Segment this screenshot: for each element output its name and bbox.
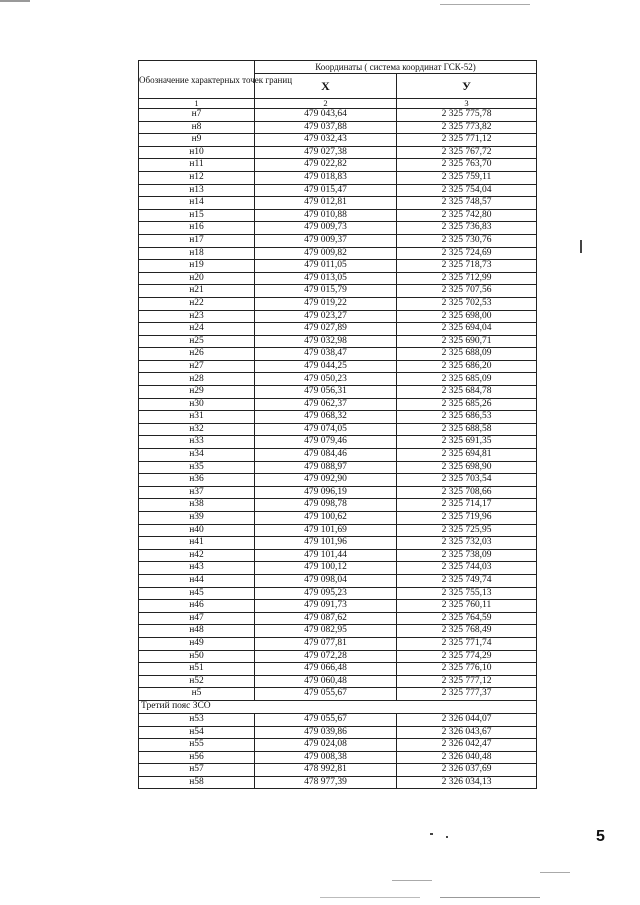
- point-name-cell: н28: [139, 373, 255, 386]
- y-coordinate-cell: 2 326 034,13: [397, 776, 537, 789]
- point-name-cell: н24: [139, 323, 255, 336]
- table-row: [139, 764, 537, 777]
- x-coordinate-cell: 479 009,73: [255, 222, 397, 235]
- x-coordinate-cell: 479 027,38: [255, 146, 397, 159]
- main-rows: [139, 109, 537, 701]
- y-coordinate-cell: 2 325 703,54: [397, 474, 537, 487]
- table-row: [139, 637, 537, 650]
- x-coordinate-cell: 479 008,38: [255, 751, 397, 764]
- table-row: [139, 171, 537, 184]
- x-coordinate-cell: 479 100,12: [255, 562, 397, 575]
- x-coordinate-cell: 479 077,81: [255, 637, 397, 650]
- x-coordinate-cell: 479 009,37: [255, 234, 397, 247]
- y-coordinate-cell: 2 325 755,13: [397, 587, 537, 600]
- table-row: [139, 234, 537, 247]
- y-coordinate-cell: 2 325 738,09: [397, 549, 537, 562]
- point-name-cell: н51: [139, 663, 255, 676]
- table-row: [139, 222, 537, 235]
- x-coordinate-cell: 479 068,32: [255, 411, 397, 424]
- point-name-cell: н57: [139, 764, 255, 777]
- y-coordinate-cell: 2 325 749,74: [397, 574, 537, 587]
- table-row: [139, 663, 537, 676]
- point-name-cell: н44: [139, 574, 255, 587]
- table-row: [139, 625, 537, 638]
- table-row: [139, 323, 537, 336]
- scan-mark: [440, 4, 530, 5]
- x-coordinate-cell: 479 044,25: [255, 360, 397, 373]
- y-column-header: У: [397, 74, 537, 99]
- column-number-row: [139, 99, 537, 109]
- column-number: 1: [139, 99, 255, 109]
- x-coordinate-cell: 479 072,28: [255, 650, 397, 663]
- table-row: [139, 512, 537, 525]
- y-coordinate-cell: 2 326 043,67: [397, 726, 537, 739]
- y-coordinate-cell: 2 325 690,71: [397, 335, 537, 348]
- point-name-cell: н34: [139, 449, 255, 462]
- table-row: [139, 335, 537, 348]
- column-number: 2: [255, 99, 397, 109]
- table-row: [139, 751, 537, 764]
- table-row: [139, 650, 537, 663]
- y-coordinate-cell: 2 325 714,17: [397, 499, 537, 512]
- point-name-cell: н19: [139, 260, 255, 273]
- x-coordinate-cell: 479 098,78: [255, 499, 397, 512]
- table-row: [139, 197, 537, 210]
- table-row: [139, 549, 537, 562]
- table-row: [139, 562, 537, 575]
- table-row: [139, 423, 537, 436]
- x-coordinate-cell: 479 011,05: [255, 260, 397, 273]
- y-coordinate-cell: 2 325 685,09: [397, 373, 537, 386]
- point-name-cell: н30: [139, 398, 255, 411]
- table-row: [139, 537, 537, 550]
- table-row: [139, 297, 537, 310]
- point-name-cell: н17: [139, 234, 255, 247]
- table-row: [139, 386, 537, 399]
- x-coordinate-cell: 479 038,47: [255, 348, 397, 361]
- y-coordinate-cell: 2 325 774,29: [397, 650, 537, 663]
- point-name-cell: н36: [139, 474, 255, 487]
- table-row: [139, 776, 537, 789]
- y-coordinate-cell: 2 325 764,59: [397, 612, 537, 625]
- table-row: [139, 260, 537, 273]
- y-coordinate-cell: 2 325 748,57: [397, 197, 537, 210]
- y-coordinate-cell: 2 326 037,69: [397, 764, 537, 777]
- y-coordinate-cell: 2 325 698,90: [397, 461, 537, 474]
- table-row: [139, 159, 537, 172]
- point-name-cell: н15: [139, 209, 255, 222]
- point-name-cell: н9: [139, 134, 255, 147]
- y-coordinate-cell: 2 325 684,78: [397, 386, 537, 399]
- point-name-cell: н55: [139, 739, 255, 752]
- x-coordinate-cell: 479 074,05: [255, 423, 397, 436]
- x-coordinate-cell: 479 024,08: [255, 739, 397, 752]
- table-row: [139, 436, 537, 449]
- table-row: [139, 398, 537, 411]
- x-coordinate-cell: 479 012,81: [255, 197, 397, 210]
- point-name-cell: н14: [139, 197, 255, 210]
- x-coordinate-cell: 479 032,98: [255, 335, 397, 348]
- scan-mark: [392, 880, 432, 881]
- point-name-cell: н58: [139, 776, 255, 789]
- y-coordinate-cell: 2 325 730,76: [397, 234, 537, 247]
- scan-mark: [540, 872, 570, 873]
- y-coordinate-cell: 2 325 763,70: [397, 159, 537, 172]
- x-coordinate-cell: 479 027,89: [255, 323, 397, 336]
- x-coordinate-cell: 478 977,39: [255, 776, 397, 789]
- x-coordinate-cell: 479 095,23: [255, 587, 397, 600]
- x-coordinate-cell: 479 079,46: [255, 436, 397, 449]
- scan-mark: [320, 897, 420, 898]
- point-name-cell: н37: [139, 486, 255, 499]
- section-title: Третий пояс ЗСО: [139, 700, 537, 713]
- x-coordinate-cell: 479 010,88: [255, 209, 397, 222]
- x-coordinate-cell: 479 101,69: [255, 524, 397, 537]
- x-coordinate-cell: 479 055,67: [255, 713, 397, 726]
- table-row: [139, 688, 537, 701]
- y-coordinate-cell: 2 325 725,95: [397, 524, 537, 537]
- point-name-cell: н27: [139, 360, 255, 373]
- point-name-cell: н38: [139, 499, 255, 512]
- point-name-cell: н45: [139, 587, 255, 600]
- point-name-cell: н29: [139, 386, 255, 399]
- point-name-cell: н10: [139, 146, 255, 159]
- y-coordinate-cell: 2 325 736,83: [397, 222, 537, 235]
- table-row: [139, 574, 537, 587]
- point-name-cell: н13: [139, 184, 255, 197]
- x-coordinate-cell: 479 084,46: [255, 449, 397, 462]
- y-coordinate-cell: 2 325 760,11: [397, 600, 537, 613]
- point-name-cell: н39: [139, 512, 255, 525]
- table-row: [139, 600, 537, 613]
- y-coordinate-cell: 2 325 773,82: [397, 121, 537, 134]
- x-coordinate-cell: 479 087,62: [255, 612, 397, 625]
- x-coordinate-cell: 479 055,67: [255, 688, 397, 701]
- table-row: [139, 247, 537, 260]
- x-coordinate-cell: 479 060,48: [255, 675, 397, 688]
- point-name-cell: н56: [139, 751, 255, 764]
- x-coordinate-cell: 479 066,48: [255, 663, 397, 676]
- table-row: [139, 726, 537, 739]
- y-coordinate-cell: 2 325 775,78: [397, 109, 537, 122]
- x-coordinate-cell: 479 088,97: [255, 461, 397, 474]
- x-coordinate-cell: 479 019,22: [255, 297, 397, 310]
- scan-mark: [446, 836, 448, 838]
- y-coordinate-cell: 2 325 685,26: [397, 398, 537, 411]
- y-coordinate-cell: 2 325 777,37: [397, 688, 537, 701]
- point-name-cell: н53: [139, 713, 255, 726]
- y-coordinate-cell: 2 325 698,00: [397, 310, 537, 323]
- point-name-cell: н8: [139, 121, 255, 134]
- table-row: [139, 739, 537, 752]
- y-coordinate-cell: 2 325 702,53: [397, 297, 537, 310]
- point-name-cell: н52: [139, 675, 255, 688]
- point-name-cell: н12: [139, 171, 255, 184]
- x-coordinate-cell: 479 101,44: [255, 549, 397, 562]
- y-coordinate-cell: 2 325 771,74: [397, 637, 537, 650]
- x-coordinate-cell: 479 015,79: [255, 285, 397, 298]
- x-coordinate-cell: 479 098,04: [255, 574, 397, 587]
- point-name-cell: н54: [139, 726, 255, 739]
- table-row: [139, 285, 537, 298]
- table-row: [139, 499, 537, 512]
- x-column-header: X: [255, 74, 397, 99]
- point-name-cell: н42: [139, 549, 255, 562]
- y-coordinate-cell: 2 325 719,96: [397, 512, 537, 525]
- y-coordinate-cell: 2 325 724,69: [397, 247, 537, 260]
- point-name-cell: н23: [139, 310, 255, 323]
- point-name-cell: н21: [139, 285, 255, 298]
- coordinates-group-header: Координаты ( система координат ГСК-52): [255, 61, 537, 74]
- table-row: [139, 360, 537, 373]
- x-coordinate-cell: 479 013,05: [255, 272, 397, 285]
- table-row: [139, 146, 537, 159]
- table-row: [139, 348, 537, 361]
- y-coordinate-cell: 2 325 742,80: [397, 209, 537, 222]
- y-coordinate-cell: 2 325 771,12: [397, 134, 537, 147]
- x-coordinate-cell: 479 023,27: [255, 310, 397, 323]
- y-coordinate-cell: 2 325 777,12: [397, 675, 537, 688]
- y-coordinate-cell: 2 325 744,03: [397, 562, 537, 575]
- point-name-cell: н32: [139, 423, 255, 436]
- x-coordinate-cell: 479 018,83: [255, 171, 397, 184]
- scan-mark: [580, 240, 582, 253]
- point-name-cell: н49: [139, 637, 255, 650]
- y-coordinate-cell: 2 325 768,49: [397, 625, 537, 638]
- point-name-cell: н7: [139, 109, 255, 122]
- point-name-cell: н47: [139, 612, 255, 625]
- table-row: [139, 675, 537, 688]
- x-coordinate-cell: 479 096,19: [255, 486, 397, 499]
- x-coordinate-cell: 479 101,96: [255, 537, 397, 550]
- point-name-cell: н18: [139, 247, 255, 260]
- point-name-cell: н5: [139, 688, 255, 701]
- x-coordinate-cell: 479 056,31: [255, 386, 397, 399]
- y-coordinate-cell: 2 325 694,04: [397, 323, 537, 336]
- x-coordinate-cell: 479 043,64: [255, 109, 397, 122]
- x-coordinate-cell: 479 015,47: [255, 184, 397, 197]
- point-name-cell: н22: [139, 297, 255, 310]
- section-rows: [139, 713, 537, 789]
- point-designation-header: Обозначение характерных точек границ: [139, 61, 255, 99]
- point-name-cell: н20: [139, 272, 255, 285]
- x-coordinate-cell: 479 039,86: [255, 726, 397, 739]
- x-coordinate-cell: 479 100,62: [255, 512, 397, 525]
- scan-mark: [440, 897, 540, 898]
- point-name-cell: н31: [139, 411, 255, 424]
- y-coordinate-cell: 2 325 767,72: [397, 146, 537, 159]
- point-name-cell: н25: [139, 335, 255, 348]
- x-coordinate-cell: 479 032,43: [255, 134, 397, 147]
- x-coordinate-cell: 479 091,73: [255, 600, 397, 613]
- table-row: [139, 184, 537, 197]
- y-coordinate-cell: 2 325 686,53: [397, 411, 537, 424]
- scan-mark: [430, 833, 433, 835]
- table-row: [139, 121, 537, 134]
- x-coordinate-cell: 479 009,82: [255, 247, 397, 260]
- x-coordinate-cell: 479 092,90: [255, 474, 397, 487]
- x-coordinate-cell: 479 050,23: [255, 373, 397, 386]
- x-coordinate-cell: 478 992,81: [255, 764, 397, 777]
- point-name-cell: н40: [139, 524, 255, 537]
- table-row: [139, 524, 537, 537]
- table-row: [139, 713, 537, 726]
- y-coordinate-cell: 2 325 732,03: [397, 537, 537, 550]
- column-number: 3: [397, 99, 537, 109]
- point-name-cell: н11: [139, 159, 255, 172]
- y-coordinate-cell: 2 325 754,04: [397, 184, 537, 197]
- y-coordinate-cell: 2 326 042,47: [397, 739, 537, 752]
- point-name-cell: н33: [139, 436, 255, 449]
- section-header: [139, 700, 537, 713]
- y-coordinate-cell: 2 325 708,66: [397, 486, 537, 499]
- table-row: [139, 612, 537, 625]
- x-coordinate-cell: 479 082,95: [255, 625, 397, 638]
- y-coordinate-cell: 2 325 691,35: [397, 436, 537, 449]
- y-coordinate-cell: 2 325 688,58: [397, 423, 537, 436]
- table-row: [139, 209, 537, 222]
- point-name-cell: н43: [139, 562, 255, 575]
- table-row: [139, 411, 537, 424]
- y-coordinate-cell: 2 325 718,73: [397, 260, 537, 273]
- point-name-cell: н48: [139, 625, 255, 638]
- point-name-cell: н26: [139, 348, 255, 361]
- table-row: [139, 373, 537, 386]
- y-coordinate-cell: 2 325 776,10: [397, 663, 537, 676]
- y-coordinate-cell: 2 325 759,11: [397, 171, 537, 184]
- y-coordinate-cell: 2 325 707,56: [397, 285, 537, 298]
- table-row: [139, 449, 537, 462]
- point-name-cell: н50: [139, 650, 255, 663]
- y-coordinate-cell: 2 326 044,07: [397, 713, 537, 726]
- y-coordinate-cell: 2 326 040,48: [397, 751, 537, 764]
- point-name-cell: н16: [139, 222, 255, 235]
- section-row: [139, 700, 537, 713]
- x-coordinate-cell: 479 022,82: [255, 159, 397, 172]
- y-coordinate-cell: 2 325 694,81: [397, 449, 537, 462]
- header-row-1: [139, 61, 537, 74]
- table-row: [139, 486, 537, 499]
- table-row: [139, 134, 537, 147]
- table-row: [139, 310, 537, 323]
- table-row: [139, 272, 537, 285]
- table-row: [139, 109, 537, 122]
- page-number: 5: [596, 828, 605, 845]
- table-row: [139, 587, 537, 600]
- table-row: [139, 461, 537, 474]
- x-coordinate-cell: 479 037,88: [255, 121, 397, 134]
- point-name-cell: н41: [139, 537, 255, 550]
- point-name-cell: н46: [139, 600, 255, 613]
- coordinates-table: [138, 60, 537, 789]
- y-coordinate-cell: 2 325 688,09: [397, 348, 537, 361]
- table-row: [139, 474, 537, 487]
- point-name-cell: н35: [139, 461, 255, 474]
- y-coordinate-cell: 2 325 712,99: [397, 272, 537, 285]
- scan-mark: [0, 0, 30, 2]
- y-coordinate-cell: 2 325 686,20: [397, 360, 537, 373]
- x-coordinate-cell: 479 062,37: [255, 398, 397, 411]
